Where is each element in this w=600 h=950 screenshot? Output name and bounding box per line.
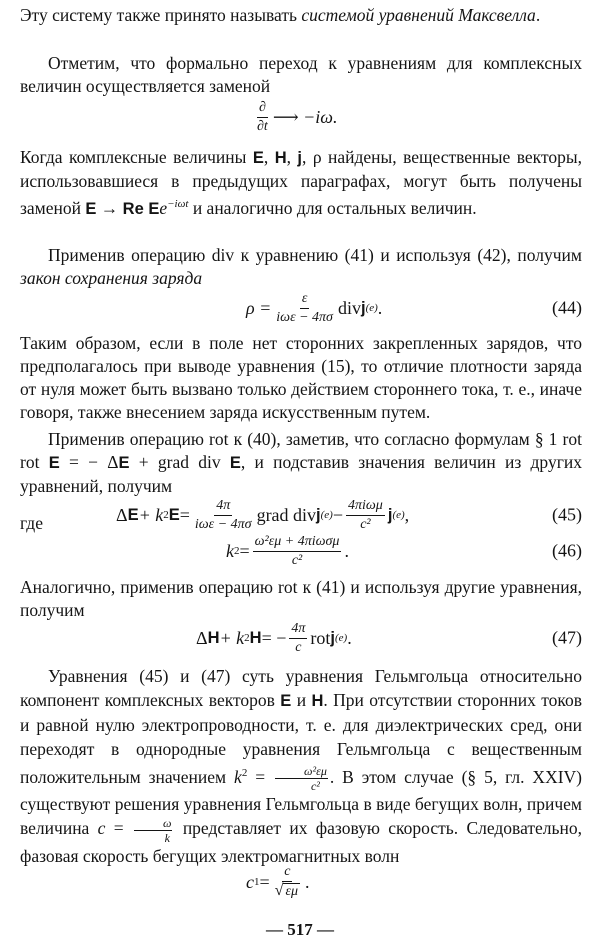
vector-E: E [143, 199, 160, 218]
fraction-partial-dt [255, 100, 270, 135]
paragraph-maxwell-system [20, 4, 582, 27]
text: Когда комплексные величины [20, 147, 253, 167]
italic-term-maxwell-equations: системой уравнений Максвелла [301, 5, 536, 25]
rhs: ⟶ −iω. [272, 106, 338, 127]
equation-phase-velocity: c 1 = c √ εμ . [246, 864, 310, 899]
text: . При отсутствии сторонних токов и равной нулю электропроводности, т. е. для диэлектрических сред, они переходят в однородные уравнения Гельмгольца с вещественным положительным значением [20, 690, 582, 787]
vector-j: j [330, 628, 335, 647]
paragraph-helmholtz: Уравнения (45) и (47) суть уравнения Гельмгольца относительно компонент комплексных векторов E и H. При отсутствии сторонних токов и равной нулю электропроводности, т. е. для диэлектрических сред, они переходят в однородные уравнения Гельмгольца с вещественным положительным значением $k^2$ = $\frac{\text{ω²εμ}}{\text{c²}}$ . В этом случае (§ 5, гл. XXIV) существуют решения уравнения Гельмгольца в виде бегущих волн, причем величина c = $\frac{\omega}{k}$ представляет их фазовую скорость. Следовательно, фазовая скорость бегущих электромагнитных волн [20, 666, 583, 866]
numerator: c [282, 864, 292, 882]
fraction [273, 864, 302, 900]
vector-E: E [168, 505, 180, 524]
numerator: 4πiωμ [346, 498, 385, 516]
numerator: ε [300, 291, 310, 309]
equation-45: Δ E + k 2 E = $\frac{4\pi}{\text{iωε − 4πσ}}$ grad div j (e) − $\frac{\text{4πiωμ}}{\text{c²}}$ j (e) , (45) [116, 497, 582, 532]
square-root: √ εμ [274, 882, 298, 899]
vector-E: E [252, 149, 264, 167]
text: Уравнения (45) и (47) суть уравнения Гельмгольца относительно компонент комплексных векторов [20, 666, 582, 710]
numerator: ω²εμ [275, 765, 328, 779]
equation-number: (46) [552, 540, 582, 561]
vector-H: H [207, 628, 220, 647]
page-number: — 517 — [266, 920, 334, 939]
vector-j: j [387, 505, 393, 524]
text: . В этом случае (§ 5, гл. XXIV) существуют решения уравнения Гельмгольца в виде бегущих волн, причем величина [20, 766, 582, 839]
text: Применив операцию rot к (40), заметив, что согласно формулам § 1 rot rot [20, 429, 582, 472]
vector-j: j [297, 149, 303, 167]
denominator: c² [360, 516, 371, 532]
exponent: −iωt [167, 198, 189, 210]
denominator: iωε − 4πσ [194, 516, 252, 532]
exponent-base: e [159, 197, 168, 218]
equation-replacement [0, 96, 600, 138]
vector-E: E [127, 505, 139, 524]
paragraph-where: где [20, 513, 43, 533]
fraction [289, 621, 307, 656]
vector-j: j [360, 298, 366, 317]
paragraph-charge-density: Таким образом, если в поле нет сторонних закрепленных зарядов, что предполагалось при выводе уравнения (15), то отличие плотности заряда от нуля может быть вызвано только действием стороннего тока, т. е., иначе говоря, также внесением заряда искусственным путем. [20, 333, 582, 422]
fraction [253, 534, 342, 569]
numerator: 4π [214, 498, 232, 516]
paragraph-real-vectors: Когда комплексные величины E, H, j, ρ найдены, вещественные векторы, использовавшиеся в предыдущих параграфах, могут быть получены заменой E → Re $Ee^{-i\omega t}$ и аналогично для остальных величин. [20, 147, 582, 218]
inline-fraction-k2 [275, 765, 328, 792]
fraction [274, 291, 335, 326]
paragraph-analogous: Аналогично, применив операцию rot к (41) и используя другие уравнения, получим [20, 577, 582, 620]
text: , ρ найдены, вещественные векторы, использовавшиеся в предыдущих параграфах, могут быть получены заменой [20, 147, 582, 218]
text: Применив операцию div к уравнению (41) и используя (42), получим [48, 245, 582, 265]
denominator: c² [291, 552, 303, 568]
text: представляет их фазовую скорость. Следовательно, фазовая скорость бегущих электромагнитных волн [20, 818, 583, 866]
equation-44: ρ = $\frac{\varepsilon}{\text{iωε − 4πσ}}$ div j (e) . (44) [246, 290, 582, 325]
vector-E: E [85, 199, 97, 218]
vector-E: E [229, 454, 241, 472]
denominator: k [164, 830, 170, 845]
vector-E: E [48, 454, 60, 472]
lhs: ρ = [246, 297, 272, 318]
real-part-operator: Re [122, 199, 144, 218]
equation-number: (45) [552, 504, 582, 525]
denominator: c [295, 639, 302, 655]
equation-number: (47) [552, 627, 582, 648]
paragraph-complex-transition: Отметим, что формально переход к уравнениям для комплексных величин осуществляется заменой [20, 53, 582, 96]
vector-j: j [316, 505, 321, 524]
text: , и подставив значения величин из других уравнений, получим [20, 452, 582, 496]
vector-E: E [118, 454, 130, 472]
vector-H: H [249, 628, 262, 647]
numerator: ω²εμ + 4πiωσμ [253, 534, 342, 552]
numerator: ω [134, 817, 172, 831]
denominator: iωε − 4πσ [276, 309, 333, 325]
paragraph-charge-conservation-intro [20, 244, 582, 290]
denominator: ∂t [257, 118, 268, 134]
text: и аналогично для остальных величин. [188, 197, 477, 218]
equation-number: (44) [552, 297, 582, 318]
vector-H: H [274, 149, 287, 167]
paragraph-rot-operation: Применив операцию rot к (40), заметив, что согласно формулам § 1 rot rot E = − ΔE + grad div E, и подставив значения величин из других уравнений, получим [20, 429, 582, 496]
numerator: ∂ [257, 100, 268, 118]
vector-E: E [280, 692, 292, 710]
equation-46: k 2 = $\frac{\text{ω²εμ + 4πiωσμ}}{\text{c²}}$ . (46) [226, 533, 582, 568]
italic-term-charge-conservation: закон сохранения заряда [20, 268, 203, 288]
numerator: 4π [289, 621, 307, 639]
equation-47: Δ H + k 2 H = − $\frac{4\pi}{c}$ rot j (e) . (47) [196, 620, 582, 655]
vector-H: H [311, 692, 324, 710]
inline-fraction-c [134, 817, 172, 844]
text: . [535, 5, 541, 25]
text: Эту систему также принято называть [20, 5, 302, 25]
denominator: c² [310, 779, 320, 794]
